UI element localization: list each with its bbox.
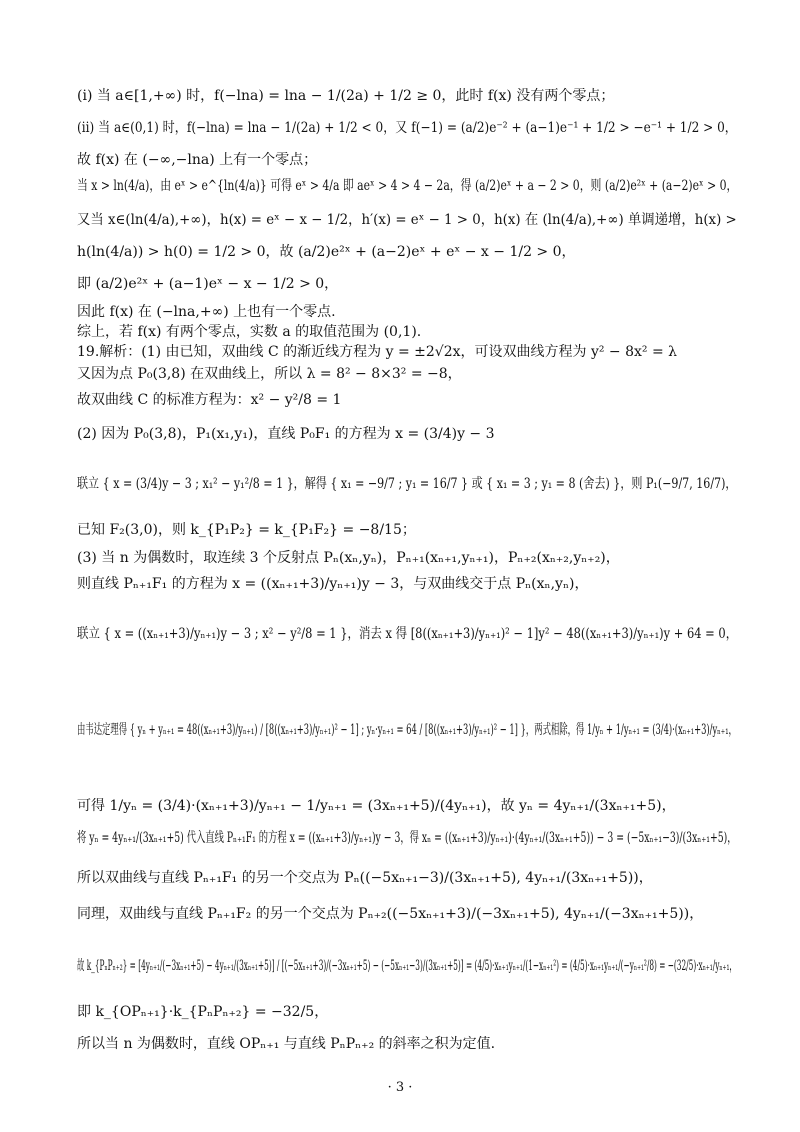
page-number: · 3 · [387,1080,413,1095]
line-17: 则直线 Pₙ₊₁F₁ 的方程为 x = ((xₙ₊₁+3)/yₙ₊₁)y − 3，与双曲线交于点 Pₙ(xₙ,yₙ)， [77,576,589,592]
line-18: 联立 { x = ((xₙ₊₁+3)/yₙ₊₁)y − 3 ; x² − y²/8 = 1 }，消去 x 得 [8((xₙ₊₁+3)/yₙ₊₁)² − 1]y² − 48((xₙ₊₁+3)/yₙ₊₁)y + 64 = 0， [77,626,738,642]
line-15: 已知 F₂(3,0)，则 k_{P₁P₂} = k_{P₁F₂} = −8/15； [77,522,416,538]
line-14: 联立 { x = (3/4)y − 3 ; x₁² − y₁²/8 = 1 }，解得 { x₁ = −9/7 ; y₁ = 16/7 } 或 { x₁ = 3 ; y₁ = 8 (舍去) }，则 P₁(−9/7, 16/7)， [77,476,737,492]
line-13: (2) 因为 P₀(3,8)，P₁(x₁,y₁)，直线 P₀F₁ 的方程为 x = (3/4)y − 3 [77,426,495,442]
line-16: (3) 当 n 为偶数时，取连续 3 个反射点 Pₙ(xₙ,yₙ)，Pₙ₊₁(xₙ₊₁,yₙ₊₁)，Pₙ₊₂(xₙ₊₂,yₙ₊₂)， [77,550,620,566]
line-22: 所以双曲线与直线 Pₙ₊₁F₁ 的另一个交点为 Pₙ((−5xₙ₊₁−3)/(3xₙ₊₁+5), 4yₙ₊₁/(3xₙ₊₁+5))， [77,870,653,886]
line-26: 所以当 n 为偶数时，直线 OPₙ₊₁ 与直线 PₙPₙ₊₂ 的斜率之积为定值. [77,1036,496,1052]
line-10: 19.解析：(1) 由已知，双曲线 C 的渐近线方程为 y = ±2√2x，可设双曲线方程为 y² − 8x² = λ [77,344,678,360]
line-1: (i) 当 a∈[1,+∞) 时，f(−lna) = lna − 1/(2a) + 1/2 ≥ 0，此时 f(x) 没有两个零点； [77,88,615,104]
line-8: 因此 f(x) 在 (−lna,+∞) 上也有一个零点. [77,304,336,320]
line-5: 又当 x∈(ln(4/a),+∞)，h(x) = eˣ − x − 1/2，h′(x) = eˣ − 1 > 0，h(x) 在 (ln(4/a),+∞) 单调递增，h(x) > [77,212,737,228]
line-9: 综上，若 f(x) 有两个零点，实数 a 的取值范围为 (0,1). [77,324,422,340]
line-6: h(ln(4/a)) > h(0) = 1/2 > 0，故 (a/2)e²ˣ + (a−2)eˣ + eˣ − x − 1/2 > 0， [77,244,576,260]
line-12: 故双曲线 C 的标准方程为：x² − y²/8 = 1 [77,392,342,408]
line-3: 故 f(x) 在 (−∞,−lna) 上有一个零点； [77,152,318,168]
line-24: 故 k_{PₙPₙ₊₂} = [4yₙ₊₁/(−3xₙ₊₁+5) − 4yₙ₊₁/(3xₙ₊₁+5)] / [(−5xₙ₊₁+3)/(−3xₙ₊₁+5) − (−5xₙ₊₁−3)/(3xₙ₊₁+5)] = (4/5)·xₙ₊₁yₙ₊₁/(1−xₙ₊₁²) = (4/5)·xₙ₊₁yₙ₊₁/(−yₙ₊₁²/8) = −(32/5)·xₙ₊₁/yₙ₊₁， [77,958,737,974]
line-23: 同理，双曲线与直线 Pₙ₊₁F₂ 的另一个交点为 Pₙ₊₂((−5xₙ₊₁+3)/(−3xₙ₊₁+5), 4yₙ₊₁/(−3xₙ₊₁+5))， [77,906,704,922]
line-2: (ii) 当 a∈(0,1) 时，f(−lna) = lna − 1/(2a) + 1/2 < 0，又 f(−1) = (a/2)e⁻² + (a−1)e⁻¹ + 1/2 > −e⁻¹ + 1/2 > 0， [77,120,737,136]
line-4: 当 x > ln(4/a)，由 eˣ > e^{ln(4/a)} 可得 eˣ > 4/a 即 aeˣ > 4 > 4 − 2a，得 (a/2)eˣ + a − 2 > 0，则 (a/2)e²ˣ + (a−2)eˣ > 0， [77,178,738,194]
line-19: 由韦达定理得 { yₙ + yₙ₊₁ = 48((xₙ₊₁+3)/yₙ₊₁) / [8((xₙ₊₁+3)/yₙ₊₁)² − 1] ; yₙ·yₙ₊₁ = 64 / [8((xₙ₊₁+3)/yₙ₊₁)² − 1] }，两式相除，得 1/yₙ + 1/yₙ₊₁ = (3/4)·(xₙ₊₁+3)/yₙ₊₁， [77,722,737,738]
line-7: 即 (a/2)e²ˣ + (a−1)eˣ − x − 1/2 > 0， [77,276,339,292]
line-11: 又因为点 P₀(3,8) 在双曲线上，所以 λ = 8² − 8×3² = −8， [77,366,462,382]
line-25: 即 k_{OPₙ₊₁}·k_{PₙPₙ₊₂} = −32/5， [77,1004,329,1020]
line-20: 可得 1/yₙ = (3/4)·(xₙ₊₁+3)/yₙ₊₁ − 1/yₙ₊₁ = (3xₙ₊₁+5)/(4yₙ₊₁)，故 yₙ = 4yₙ₊₁/(3xₙ₊₁+5)， [77,798,676,814]
line-21: 将 yₙ = 4yₙ₊₁/(3xₙ₊₁+5) 代入直线 Pₙ₊₁F₁ 的方程 x = ((xₙ₊₁+3)/yₙ₊₁)y − 3，得 xₙ = ((xₙ₊₁+3)/yₙ₊₁)·(4yₙ₊₁/(3xₙ₊₁+5)) − 3 = (−5xₙ₊₁−3)/(3xₙ₊₁+5)， [77,830,737,846]
